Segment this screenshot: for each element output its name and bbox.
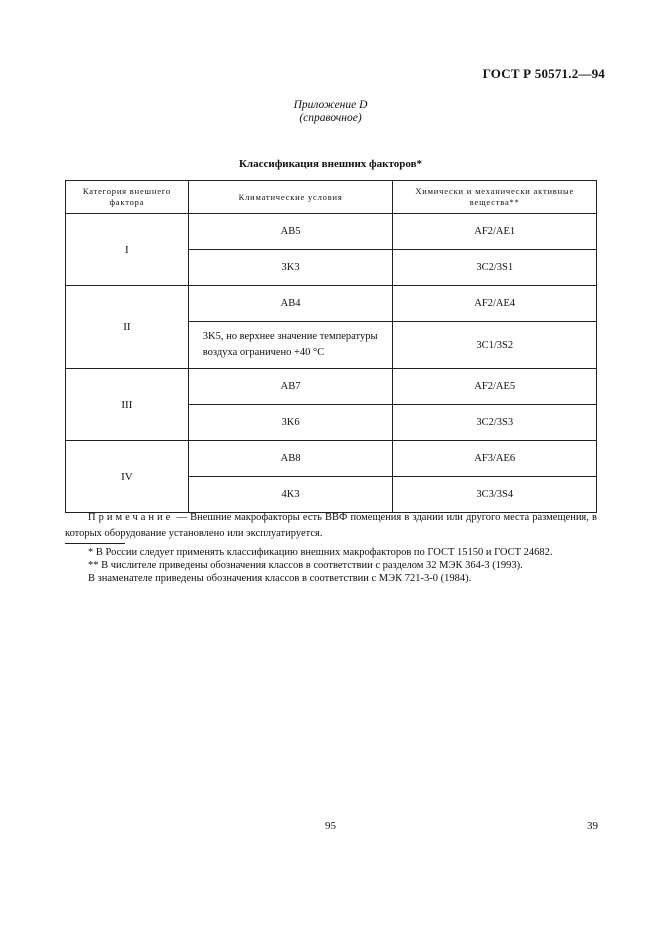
footnotes — [88, 546, 608, 585]
climate-cell: 3K6 — [188, 405, 393, 441]
note-text: — Внешние макрофакторы есть ВВФ помещения в здании или другого места размещения, в которых оборудование установлено или эксплуатируется. — [65, 512, 597, 539]
footnote-rule — [65, 543, 125, 544]
footnote-1: * В России следует применять классификацию внешних макрофакторов по ГОСТ 15150 и ГОСТ 24682. — [88, 547, 553, 558]
header-category: Категория внешнего фактора — [66, 181, 189, 214]
header-climate: Климатические условия — [188, 181, 393, 214]
header-chemical: Химически и механически активные вещества** — [393, 181, 597, 214]
note-label: Примечание — [88, 512, 174, 523]
chemical-cell: 3C1/3S2 — [393, 322, 597, 369]
table-row — [66, 286, 597, 322]
climate-cell: 3K5, но верхнее значение температуры воздуха ограничено +40 °С — [188, 322, 393, 369]
climate-cell: 3K3 — [188, 250, 393, 286]
table-row — [66, 214, 597, 250]
climate-cell: AB4 — [188, 286, 393, 322]
footnote-3: В знаменателе приведены обозначения классов в соответствии с МЭК 721-3-0 (1984). — [88, 573, 472, 584]
category-cell: II — [66, 286, 189, 369]
footnote-2: ** В числителе приведены обозначения классов в соответствии с разделом 32 МЭК 364-3 (1993). — [88, 560, 523, 571]
table-header-row — [66, 181, 597, 214]
appendix-heading — [0, 99, 661, 125]
chemical-cell: AF2/AE4 — [393, 286, 597, 322]
table-row — [66, 369, 597, 405]
chemical-cell: 3C2/3S3 — [393, 405, 597, 441]
appendix-subtitle: (справочное) — [299, 112, 362, 124]
chemical-cell: AF2/AE1 — [393, 214, 597, 250]
chemical-cell: 3C3/3S4 — [393, 477, 597, 513]
page-number: 95 — [325, 820, 336, 832]
category-cell: IV — [66, 441, 189, 513]
climate-cell: AB8 — [188, 441, 393, 477]
climate-cell: AB5 — [188, 214, 393, 250]
chemical-cell: AF3/AE6 — [393, 441, 597, 477]
sheet-number: 39 — [587, 820, 598, 832]
chemical-cell: 3C2/3S1 — [393, 250, 597, 286]
classification-table — [65, 180, 597, 513]
category-cell: I — [66, 214, 189, 286]
category-cell: III — [66, 369, 189, 441]
chemical-cell: AF2/AE5 — [393, 369, 597, 405]
climate-cell: AB7 — [188, 369, 393, 405]
climate-cell: 4K3 — [188, 477, 393, 513]
table-note — [65, 510, 597, 542]
appendix-title: Приложение D — [293, 99, 368, 111]
table-row — [66, 441, 597, 477]
document-id: ГОСТ Р 50571.2—94 — [482, 66, 605, 81]
table-title: Классификация внешних факторов* — [238, 158, 423, 170]
